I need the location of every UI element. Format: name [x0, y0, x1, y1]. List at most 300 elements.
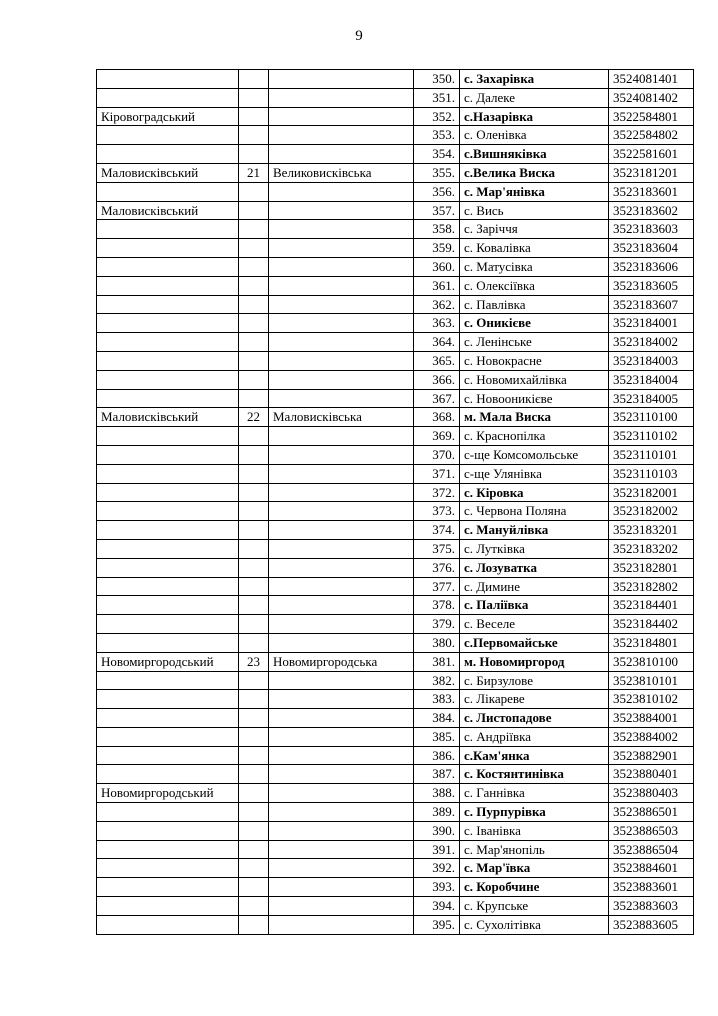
row-number-cell: 380.: [414, 633, 460, 652]
koatuu-code-cell: 3522584801: [609, 107, 694, 126]
district-cell: [97, 427, 239, 446]
district-cell: [97, 295, 239, 314]
row-number-cell: 383.: [414, 690, 460, 709]
community-index-cell: 21: [239, 163, 269, 182]
table-row: [97, 220, 694, 239]
community-cell: [269, 88, 414, 107]
community-index-cell: [239, 182, 269, 201]
row-number-cell: 393.: [414, 878, 460, 897]
settlement-cell: с. Андріївка: [460, 727, 609, 746]
settlement-cell: м. Новомиргород: [460, 652, 609, 671]
community-index-cell: [239, 803, 269, 822]
koatuu-code-cell: 3523110101: [609, 445, 694, 464]
koatuu-code-cell: 3523184003: [609, 351, 694, 370]
district-cell: [97, 276, 239, 295]
row-number-cell: 355.: [414, 163, 460, 182]
community-cell: [269, 257, 414, 276]
community-index-cell: [239, 239, 269, 258]
community-index-cell: [239, 201, 269, 220]
settlement-cell: с. Оникієве: [460, 314, 609, 333]
community-cell: [269, 690, 414, 709]
district-cell: [97, 351, 239, 370]
koatuu-code-cell: 3523182002: [609, 502, 694, 521]
table-row: [97, 107, 694, 126]
row-number-cell: 356.: [414, 182, 460, 201]
koatuu-code-cell: 3523810102: [609, 690, 694, 709]
settlement-cell: м. Мала Виска: [460, 408, 609, 427]
row-number-cell: 361.: [414, 276, 460, 295]
koatuu-code-cell: 3523810100: [609, 652, 694, 671]
district-cell: [97, 596, 239, 615]
koatuu-code-cell: 3523184801: [609, 633, 694, 652]
community-index-cell: [239, 521, 269, 540]
settlement-cell: с. Веселе: [460, 615, 609, 634]
district-cell: [97, 821, 239, 840]
row-number-cell: 351.: [414, 88, 460, 107]
settlement-cell: с. Захарівка: [460, 70, 609, 89]
district-cell: [97, 633, 239, 652]
row-number-cell: 385.: [414, 727, 460, 746]
community-index-cell: [239, 558, 269, 577]
community-cell: [269, 351, 414, 370]
table-row: [97, 690, 694, 709]
row-number-cell: 381.: [414, 652, 460, 671]
district-cell: [97, 145, 239, 164]
community-cell: [269, 840, 414, 859]
community-index-cell: [239, 727, 269, 746]
row-number-cell: 369.: [414, 427, 460, 446]
district-cell: [97, 464, 239, 483]
community-index-cell: [239, 690, 269, 709]
row-number-cell: 353.: [414, 126, 460, 145]
district-cell: [97, 671, 239, 690]
koatuu-code-cell: 3523886501: [609, 803, 694, 822]
community-cell: [269, 915, 414, 934]
district-cell: [97, 333, 239, 352]
table-row: [97, 145, 694, 164]
community-index-cell: [239, 840, 269, 859]
table-row: [97, 915, 694, 934]
district-cell: [97, 803, 239, 822]
table-row: [97, 897, 694, 916]
table-row: [97, 483, 694, 502]
district-cell: [97, 878, 239, 897]
table-row: [97, 840, 694, 859]
table-row: [97, 539, 694, 558]
community-cell: Маловисківська: [269, 408, 414, 427]
table-row: [97, 257, 694, 276]
row-number-cell: 371.: [414, 464, 460, 483]
settlement-cell: с. Матусівка: [460, 257, 609, 276]
settlement-cell: с. Паліївка: [460, 596, 609, 615]
community-index-cell: [239, 351, 269, 370]
community-cell: [269, 577, 414, 596]
community-index-cell: [239, 88, 269, 107]
row-number-cell: 360.: [414, 257, 460, 276]
community-cell: [269, 126, 414, 145]
row-number-cell: 358.: [414, 220, 460, 239]
community-index-cell: [239, 483, 269, 502]
community-cell: [269, 239, 414, 258]
koatuu-code-cell: 3523181201: [609, 163, 694, 182]
row-number-cell: 359.: [414, 239, 460, 258]
community-index-cell: [239, 615, 269, 634]
district-cell: [97, 539, 239, 558]
district-cell: [97, 445, 239, 464]
community-index-cell: [239, 596, 269, 615]
community-cell: Новомиргородська: [269, 652, 414, 671]
koatuu-code-cell: 3523183606: [609, 257, 694, 276]
community-cell: [269, 521, 414, 540]
koatuu-code-cell: 3523884601: [609, 859, 694, 878]
koatuu-code-cell: 3523184004: [609, 370, 694, 389]
community-cell: Великовисківська: [269, 163, 414, 182]
table-row: [97, 784, 694, 803]
table-row: [97, 652, 694, 671]
table-row: [97, 558, 694, 577]
community-cell: [269, 220, 414, 239]
district-cell: [97, 370, 239, 389]
community-index-cell: [239, 445, 269, 464]
community-index-cell: [239, 389, 269, 408]
settlement-cell: с. Новооникієве: [460, 389, 609, 408]
koatuu-code-cell: 3523883601: [609, 878, 694, 897]
district-cell: Новомиргородський: [97, 652, 239, 671]
koatuu-code-cell: 3523883603: [609, 897, 694, 916]
koatuu-code-cell: 3523183604: [609, 239, 694, 258]
koatuu-code-cell: 3523884002: [609, 727, 694, 746]
row-number-cell: 354.: [414, 145, 460, 164]
koatuu-code-cell: 3523184402: [609, 615, 694, 634]
table-row: [97, 333, 694, 352]
settlement-cell: с. Листопадове: [460, 709, 609, 728]
settlement-cell: с. Ганнівка: [460, 784, 609, 803]
row-number-cell: 357.: [414, 201, 460, 220]
koatuu-code-cell: 3523886504: [609, 840, 694, 859]
district-cell: [97, 314, 239, 333]
community-cell: [269, 483, 414, 502]
settlement-cell: с. Мар'янопіль: [460, 840, 609, 859]
row-number-cell: 362.: [414, 295, 460, 314]
koatuu-code-cell: 3523182802: [609, 577, 694, 596]
district-cell: [97, 690, 239, 709]
community-cell: [269, 897, 414, 916]
community-cell: [269, 333, 414, 352]
district-cell: [97, 615, 239, 634]
table-row: [97, 803, 694, 822]
table-row: [97, 295, 694, 314]
community-index-cell: [239, 502, 269, 521]
district-cell: [97, 502, 239, 521]
settlement-cell: с.Первомайське: [460, 633, 609, 652]
community-cell: [269, 539, 414, 558]
district-cell: Кіровоградський: [97, 107, 239, 126]
community-cell: [269, 370, 414, 389]
row-number-cell: 373.: [414, 502, 460, 521]
koatuu-code-cell: 3523110102: [609, 427, 694, 446]
koatuu-code-cell: 3523183602: [609, 201, 694, 220]
community-cell: [269, 295, 414, 314]
table-row: [97, 596, 694, 615]
community-cell: [269, 784, 414, 803]
settlement-cell: с. Костянтинівка: [460, 765, 609, 784]
koatuu-code-cell: 3523184001: [609, 314, 694, 333]
koatuu-code-cell: 3523883605: [609, 915, 694, 934]
community-index-cell: 23: [239, 652, 269, 671]
table-row: [97, 765, 694, 784]
koatuu-code-cell: 3524081402: [609, 88, 694, 107]
koatuu-code-cell: 3523880403: [609, 784, 694, 803]
settlement-cell: с. Крупське: [460, 897, 609, 916]
community-index-cell: [239, 220, 269, 239]
community-index-cell: [239, 784, 269, 803]
row-number-cell: 388.: [414, 784, 460, 803]
district-cell: [97, 521, 239, 540]
settlement-cell: с. Пурпурівка: [460, 803, 609, 822]
settlement-cell: с. Павлівка: [460, 295, 609, 314]
community-cell: [269, 389, 414, 408]
settlement-cell: с. Вись: [460, 201, 609, 220]
community-cell: [269, 727, 414, 746]
community-index-cell: [239, 671, 269, 690]
community-index-cell: [239, 126, 269, 145]
koatuu-code-cell: 3523882901: [609, 746, 694, 765]
community-cell: [269, 615, 414, 634]
settlement-cell: с. Лікареве: [460, 690, 609, 709]
table-row: [97, 276, 694, 295]
settlement-cell: с. Мар'ївка: [460, 859, 609, 878]
settlement-cell: с. Новомихайлівка: [460, 370, 609, 389]
settlement-cell: с. Іванівка: [460, 821, 609, 840]
table-row: [97, 70, 694, 89]
community-index-cell: [239, 107, 269, 126]
community-index-cell: [239, 333, 269, 352]
settlement-cell: с.Велика Виска: [460, 163, 609, 182]
community-cell: [269, 821, 414, 840]
community-index-cell: [239, 746, 269, 765]
koatuu-code-cell: 3523184401: [609, 596, 694, 615]
settlement-cell: с. Олексіївка: [460, 276, 609, 295]
table-row: [97, 389, 694, 408]
settlement-cell: с. Краснопілка: [460, 427, 609, 446]
community-cell: [269, 633, 414, 652]
community-cell: [269, 445, 414, 464]
row-number-cell: 386.: [414, 746, 460, 765]
settlement-cell: с. Новокрасне: [460, 351, 609, 370]
table-row: [97, 314, 694, 333]
community-cell: [269, 671, 414, 690]
district-cell: Маловисківський: [97, 408, 239, 427]
koatuu-code-cell: 3523183603: [609, 220, 694, 239]
community-index-cell: [239, 70, 269, 89]
koatuu-code-cell: 3523110100: [609, 408, 694, 427]
community-cell: [269, 502, 414, 521]
community-cell: [269, 201, 414, 220]
settlement-cell: с. Бирзулове: [460, 671, 609, 690]
table-row: [97, 633, 694, 652]
settlement-cell: с. Мар'янівка: [460, 182, 609, 201]
community-index-cell: [239, 427, 269, 446]
row-number-cell: 375.: [414, 539, 460, 558]
table-row: [97, 126, 694, 145]
community-cell: [269, 746, 414, 765]
row-number-cell: 384.: [414, 709, 460, 728]
koatuu-code-cell: 3523110103: [609, 464, 694, 483]
settlement-cell: с. Далеке: [460, 88, 609, 107]
settlement-cell: с. Димине: [460, 577, 609, 596]
table-row: [97, 878, 694, 897]
row-number-cell: 367.: [414, 389, 460, 408]
row-number-cell: 379.: [414, 615, 460, 634]
row-number-cell: 376.: [414, 558, 460, 577]
community-index-cell: [239, 295, 269, 314]
community-index-cell: [239, 878, 269, 897]
community-index-cell: [239, 897, 269, 916]
table-row: [97, 351, 694, 370]
community-index-cell: [239, 276, 269, 295]
district-cell: [97, 709, 239, 728]
district-cell: [97, 88, 239, 107]
table-row: [97, 408, 694, 427]
district-cell: [97, 859, 239, 878]
table-row: [97, 821, 694, 840]
district-cell: [97, 727, 239, 746]
community-index-cell: [239, 539, 269, 558]
community-cell: [269, 859, 414, 878]
settlement-cell: с. Лозуватка: [460, 558, 609, 577]
community-index-cell: [239, 145, 269, 164]
community-cell: [269, 878, 414, 897]
koatuu-code-cell: 3523880401: [609, 765, 694, 784]
row-number-cell: 368.: [414, 408, 460, 427]
community-cell: [269, 182, 414, 201]
community-cell: [269, 558, 414, 577]
settlement-cell: с. Заріччя: [460, 220, 609, 239]
district-cell: [97, 126, 239, 145]
district-cell: [97, 257, 239, 276]
koatuu-code-cell: 3523182801: [609, 558, 694, 577]
table-row: [97, 163, 694, 182]
table-row: [97, 182, 694, 201]
row-number-cell: 382.: [414, 671, 460, 690]
community-index-cell: 22: [239, 408, 269, 427]
district-cell: [97, 182, 239, 201]
page-number: 9: [355, 28, 363, 44]
row-number-cell: 387.: [414, 765, 460, 784]
row-number-cell: 392.: [414, 859, 460, 878]
koatuu-code-cell: 3522581601: [609, 145, 694, 164]
row-number-cell: 372.: [414, 483, 460, 502]
community-cell: [269, 145, 414, 164]
table-row: [97, 577, 694, 596]
settlement-cell: с.Кам'янка: [460, 746, 609, 765]
community-index-cell: [239, 709, 269, 728]
district-cell: [97, 70, 239, 89]
settlement-cell: с. Ленінське: [460, 333, 609, 352]
community-cell: [269, 803, 414, 822]
table-row: [97, 88, 694, 107]
table-row: [97, 615, 694, 634]
koatuu-code-cell: 3523184002: [609, 333, 694, 352]
row-number-cell: 389.: [414, 803, 460, 822]
settlement-cell: с-ще Комсомольське: [460, 445, 609, 464]
row-number-cell: 391.: [414, 840, 460, 859]
settlement-cell: с. Сухолітівка: [460, 915, 609, 934]
table-row: [97, 239, 694, 258]
community-index-cell: [239, 765, 269, 784]
district-cell: [97, 897, 239, 916]
table-row: [97, 502, 694, 521]
row-number-cell: 395.: [414, 915, 460, 934]
settlements-table: [96, 69, 694, 935]
district-cell: [97, 558, 239, 577]
table-row: [97, 427, 694, 446]
row-number-cell: 370.: [414, 445, 460, 464]
koatuu-code-cell: 3523183607: [609, 295, 694, 314]
settlement-cell: с.Назарівка: [460, 107, 609, 126]
community-index-cell: [239, 915, 269, 934]
koatuu-code-cell: 3523183601: [609, 182, 694, 201]
district-cell: Маловисківський: [97, 163, 239, 182]
settlement-cell: с. Ковалівка: [460, 239, 609, 258]
district-cell: [97, 239, 239, 258]
row-number-cell: 364.: [414, 333, 460, 352]
community-cell: [269, 107, 414, 126]
district-cell: [97, 840, 239, 859]
settlement-cell: с. Лутківка: [460, 539, 609, 558]
row-number-cell: 363.: [414, 314, 460, 333]
table-row: [97, 445, 694, 464]
community-cell: [269, 464, 414, 483]
community-index-cell: [239, 314, 269, 333]
district-cell: [97, 765, 239, 784]
district-cell: Новомиргородський: [97, 784, 239, 803]
district-cell: [97, 577, 239, 596]
community-index-cell: [239, 821, 269, 840]
row-number-cell: 374.: [414, 521, 460, 540]
community-index-cell: [239, 859, 269, 878]
row-number-cell: 366.: [414, 370, 460, 389]
settlement-cell: с.Вишняківка: [460, 145, 609, 164]
koatuu-code-cell: 3523810101: [609, 671, 694, 690]
district-cell: [97, 483, 239, 502]
table-row: [97, 671, 694, 690]
community-cell: [269, 276, 414, 295]
district-cell: [97, 220, 239, 239]
row-number-cell: 352.: [414, 107, 460, 126]
community-index-cell: [239, 370, 269, 389]
koatuu-code-cell: 3522584802: [609, 126, 694, 145]
community-cell: [269, 427, 414, 446]
koatuu-code-cell: 3523884001: [609, 709, 694, 728]
row-number-cell: 390.: [414, 821, 460, 840]
community-cell: [269, 70, 414, 89]
district-cell: Маловисківський: [97, 201, 239, 220]
settlements-table-body: [97, 70, 694, 935]
district-cell: [97, 915, 239, 934]
row-number-cell: 394.: [414, 897, 460, 916]
table-row: [97, 464, 694, 483]
community-index-cell: [239, 633, 269, 652]
row-number-cell: 350.: [414, 70, 460, 89]
table-row: [97, 859, 694, 878]
district-cell: [97, 389, 239, 408]
district-cell: [97, 746, 239, 765]
community-cell: [269, 596, 414, 615]
table-row: [97, 727, 694, 746]
koatuu-code-cell: 3523886503: [609, 821, 694, 840]
community-cell: [269, 314, 414, 333]
